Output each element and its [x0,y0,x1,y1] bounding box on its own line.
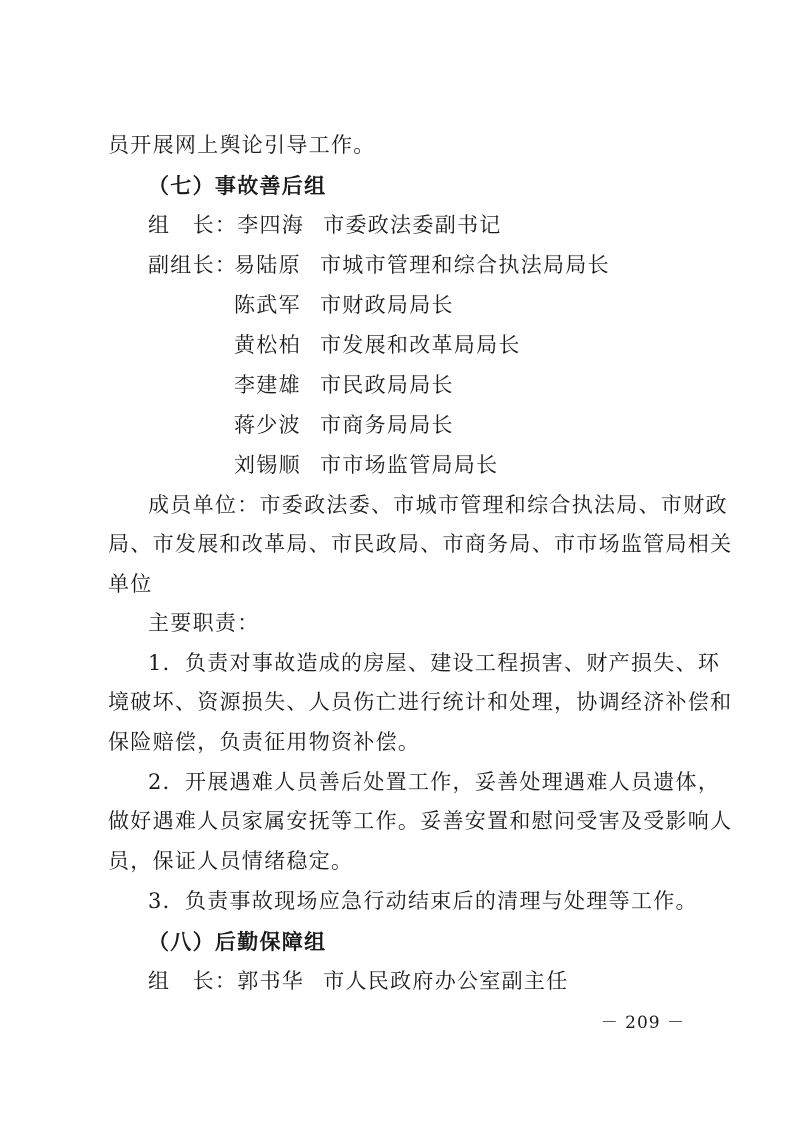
duty-line: 3．负责事故现场应急行动结束后的清理与处理等工作。 [148,889,698,913]
deputy-name: 李建雄 [234,373,301,397]
deputy-label: 副组长： [148,253,238,277]
deputy-row [234,371,454,399]
deputy-title: 市民政局局长 [320,373,454,397]
duty-line: 员，保证人员情绪稳定。 [108,849,354,873]
deputy-row [234,411,454,439]
members-line: 成员单位：市委政法委、市城市管理和综合执法局、市财政 [148,493,728,517]
duty-line: 2．开展遇难人员善后处置工作，妥善处理遇难人员遗体， [148,770,721,794]
section-heading-7: （七）事故善后组 [148,173,327,198]
deputy-name: 刘锡顺 [234,453,301,477]
leader-name: 郭书华 [237,969,305,993]
deputy-name: 易陆原 [234,253,301,277]
leader-row [148,967,569,995]
deputy-title: 市商务局局长 [320,413,454,437]
members-line: 局、市发展和改革局、市民政局、市商务局、市市场监管局相关 [108,532,733,556]
deputy-name: 黄松柏 [234,333,301,357]
page-number: － 209 － [600,1013,685,1033]
leader-title: 市人民政府办公室副主任 [323,969,569,993]
deputy-title: 市城市管理和综合执法局局长 [320,253,610,277]
deputy-name: 蒋少波 [234,413,301,437]
deputy-row [234,331,521,359]
deputy-title: 市财政局局长 [320,293,454,317]
leader-name: 李四海 [237,213,305,237]
leader-row [148,211,502,239]
deputy-title: 市发展和改革局局长 [320,333,521,357]
deputy-row [234,291,454,319]
duty-line: 境破坏、资源损失、人员伤亡进行统计和处理，协调经济补偿和 [108,690,733,714]
duty-line: 1．负责对事故造成的房屋、建设工程损害、财产损失、环 [148,651,721,675]
deputy-row [234,451,498,479]
duties-label: 主要职责： [148,611,260,635]
leader-label: 组 长： [148,969,238,993]
paragraph-line: 员开展网上舆论引导工作。 [108,133,376,157]
deputy-title: 市市场监管局局长 [320,453,499,477]
members-line: 单位 [108,572,153,596]
leader-label: 组 长： [148,213,238,237]
deputy-name: 陈武军 [234,293,301,317]
section-heading-8: （八）后勤保障组 [148,929,327,954]
deputy-row [148,251,610,279]
duty-line: 做好遇难人员家属安抚等工作。妥善安置和慰问受害及受影响人 [108,809,733,833]
duty-line: 保险赔偿，负责征用物资补偿。 [108,730,421,754]
leader-title: 市委政法委副书记 [323,213,502,237]
